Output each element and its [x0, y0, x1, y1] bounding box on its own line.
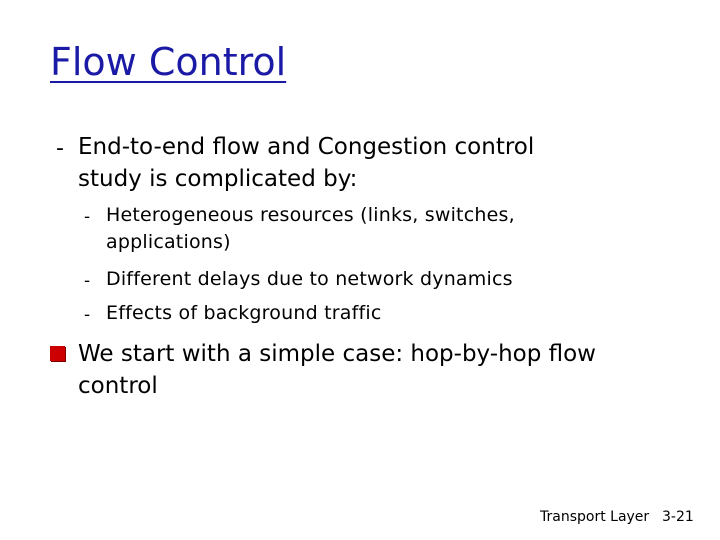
bullet-2-text: We start with a simple case: hop-by-hop flow control [78, 341, 596, 399]
bullet-1 [56, 131, 616, 195]
bullet-2 [50, 338, 650, 402]
subbullet-3-text: Effects of background traffic [106, 302, 382, 324]
subbullet-1-text: Heterogeneous resources (links, switches, applications) [106, 204, 515, 253]
red-square-bullet-icon [50, 346, 65, 361]
subbullet-2-text: Different delays due to network dynamics [106, 268, 513, 290]
dash-bullet-icon: - [84, 207, 91, 227]
bullet-1-text: End-to-end flow and Congestion control study is complicated by: [78, 134, 535, 192]
dash-bullet-icon: - [84, 305, 91, 325]
page-number: 3-21 [662, 509, 694, 525]
subbullet-3 [84, 300, 596, 329]
subbullet-2 [84, 266, 596, 295]
subbullet-1 [84, 202, 596, 256]
dash-bullet-icon: - [56, 136, 64, 161]
slide-title: Flow Control [50, 40, 287, 84]
footer-label: Transport Layer [540, 509, 650, 525]
dash-bullet-icon: - [84, 271, 91, 291]
